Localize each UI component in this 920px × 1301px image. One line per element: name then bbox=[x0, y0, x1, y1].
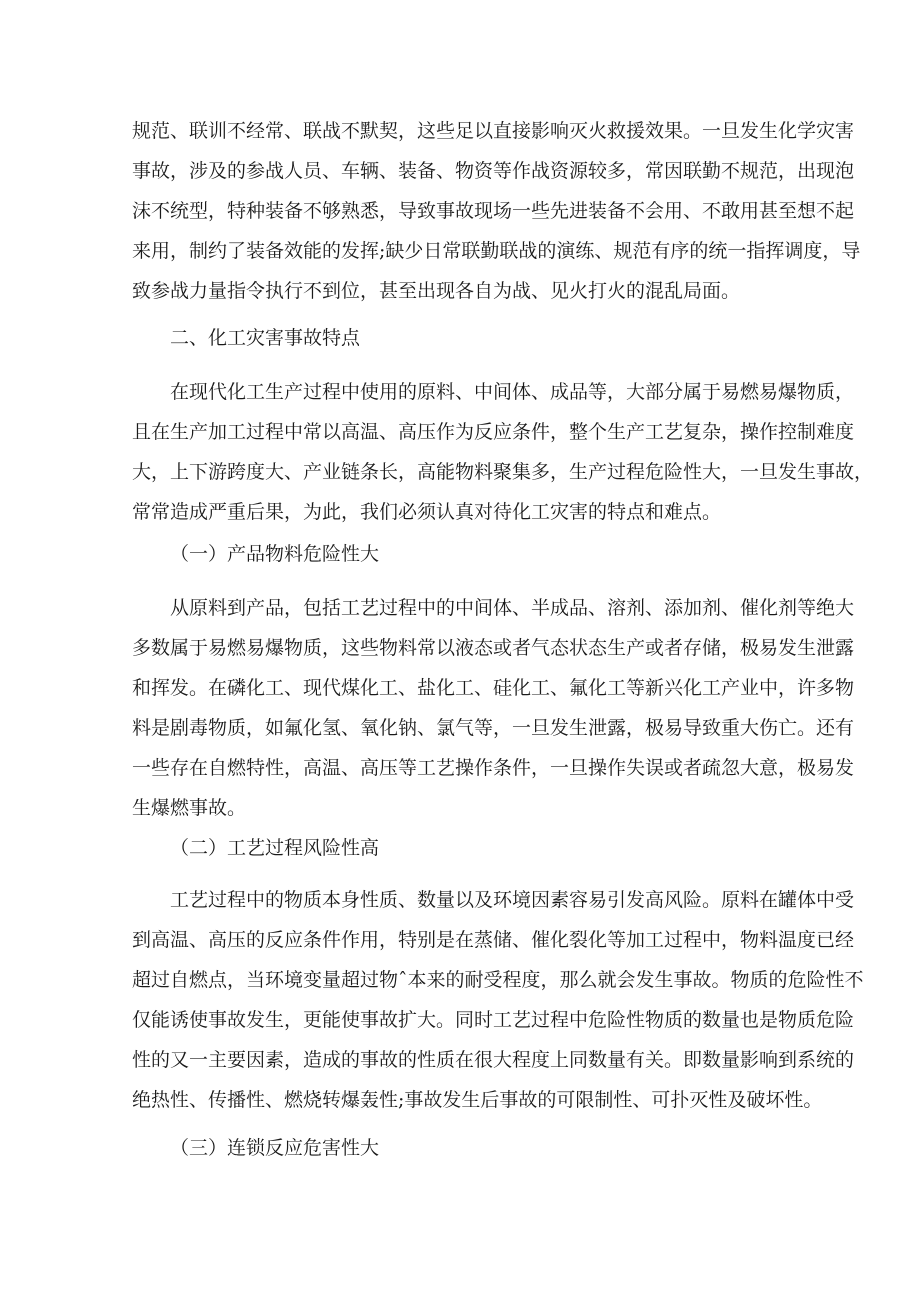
section-heading: 二、化工灾害事故特点 bbox=[170, 327, 361, 349]
paragraph-2-line: 在现代化工生产过程中使用的原料、中间体、成品等，大部分属于易燃易爆物质， bbox=[170, 381, 855, 403]
paragraph-2-line: 常常造成严重后果，为此，我们必须认真对待化工灾害的特点和难点。 bbox=[132, 501, 722, 523]
paragraph-3-line: 一些存在自燃特性，高温、高压等工艺操作条件，一旦操作失误或者疏忽大意，极易发 bbox=[132, 757, 855, 779]
paragraph-4-line: 性的又一主要因素，造成的事故的性质在很大程度上同数量有关。即数量影响到系统的 bbox=[132, 1049, 855, 1071]
paragraph-4-line: 工艺过程中的物质本身性质、数量以及环境因素容易引发高风险。原料在罐体中受 bbox=[170, 889, 855, 911]
paragraph-3-line: 多数属于易燃易爆物质，这些物料常以液态或者气态状态生产或者存储，极易发生泄露 bbox=[132, 637, 855, 659]
paragraph-1-line: 来用，制约了装备效能的发挥;缺少日常联勤联战的演练、规范有序的统一指挥调度，导 bbox=[132, 240, 861, 262]
paragraph-1-line: 沫不统型，特种装备不够熟悉，导致事故现场一些先进装备不会用、不敢用甚至想不起 bbox=[132, 200, 855, 222]
paragraph-3-line: 和挥发。在磷化工、现代煤化工、盐化工、硅化工、氟化工等新兴化工产业中，许多物 bbox=[132, 677, 855, 699]
paragraph-4-line: 仅能诱使事故发生，更能使事故扩大。同时工艺过程中危险性物质的数量也是物质危险 bbox=[132, 1009, 855, 1031]
paragraph-1-line: 事故，涉及的参战人员、车辆、装备、物资等作战资源较多，常因联勤不规范，出现泡 bbox=[132, 160, 855, 182]
paragraph-2-line: 且在生产加工过程中常以高温、高压作为反应条件，整个生产工艺复杂，操作控制难度 bbox=[132, 421, 855, 443]
subsection-heading: （一）产品物料危险性大 bbox=[170, 543, 380, 565]
paragraph-4-line: 绝热性、传播性、燃烧转爆轰性;事故发生后事故的可限制性、可扑灭性及破坏性。 bbox=[132, 1089, 823, 1111]
paragraph-3-line: 生爆燃事故。 bbox=[132, 797, 247, 819]
paragraph-3-line: 料是剧毒物质，如氟化氢、氧化钠、氯气等，一旦发生泄露，极易导致重大伤亡。还有 bbox=[132, 717, 855, 739]
paragraph-1-line: 规范、联训不经常、联战不默契，这些足以直接影响灭火救援效果。一旦发生化学灾害 bbox=[132, 120, 855, 142]
paragraph-4-line: 超过自燃点，当环境变量超过物ˆ本来的耐受程度，那么就会发生事故。物质的危险性不 bbox=[132, 969, 864, 991]
paragraph-3-line: 从原料到产品，包括工艺过程中的中间体、半成品、溶剂、添加剂、催化剂等绝大 bbox=[170, 597, 855, 619]
paragraph-2-line: 大，上下游跨度大、产业链条长，高能物料聚集多，生产过程危险性大，一旦发生事故， bbox=[132, 461, 874, 483]
paragraph-1-line: 致参战力量指令执行不到位，甚至出现各自为战、见火打火的混乱局面。 bbox=[132, 280, 741, 302]
subsection-heading: （三）连锁反应危害性大 bbox=[170, 1137, 380, 1159]
subsection-heading: （二）工艺过程风险性高 bbox=[170, 837, 380, 859]
paragraph-4-line: 到高温、高压的反应条件作用，特别是在蒸储、催化裂化等加工过程中，物料温度已经 bbox=[132, 929, 855, 951]
